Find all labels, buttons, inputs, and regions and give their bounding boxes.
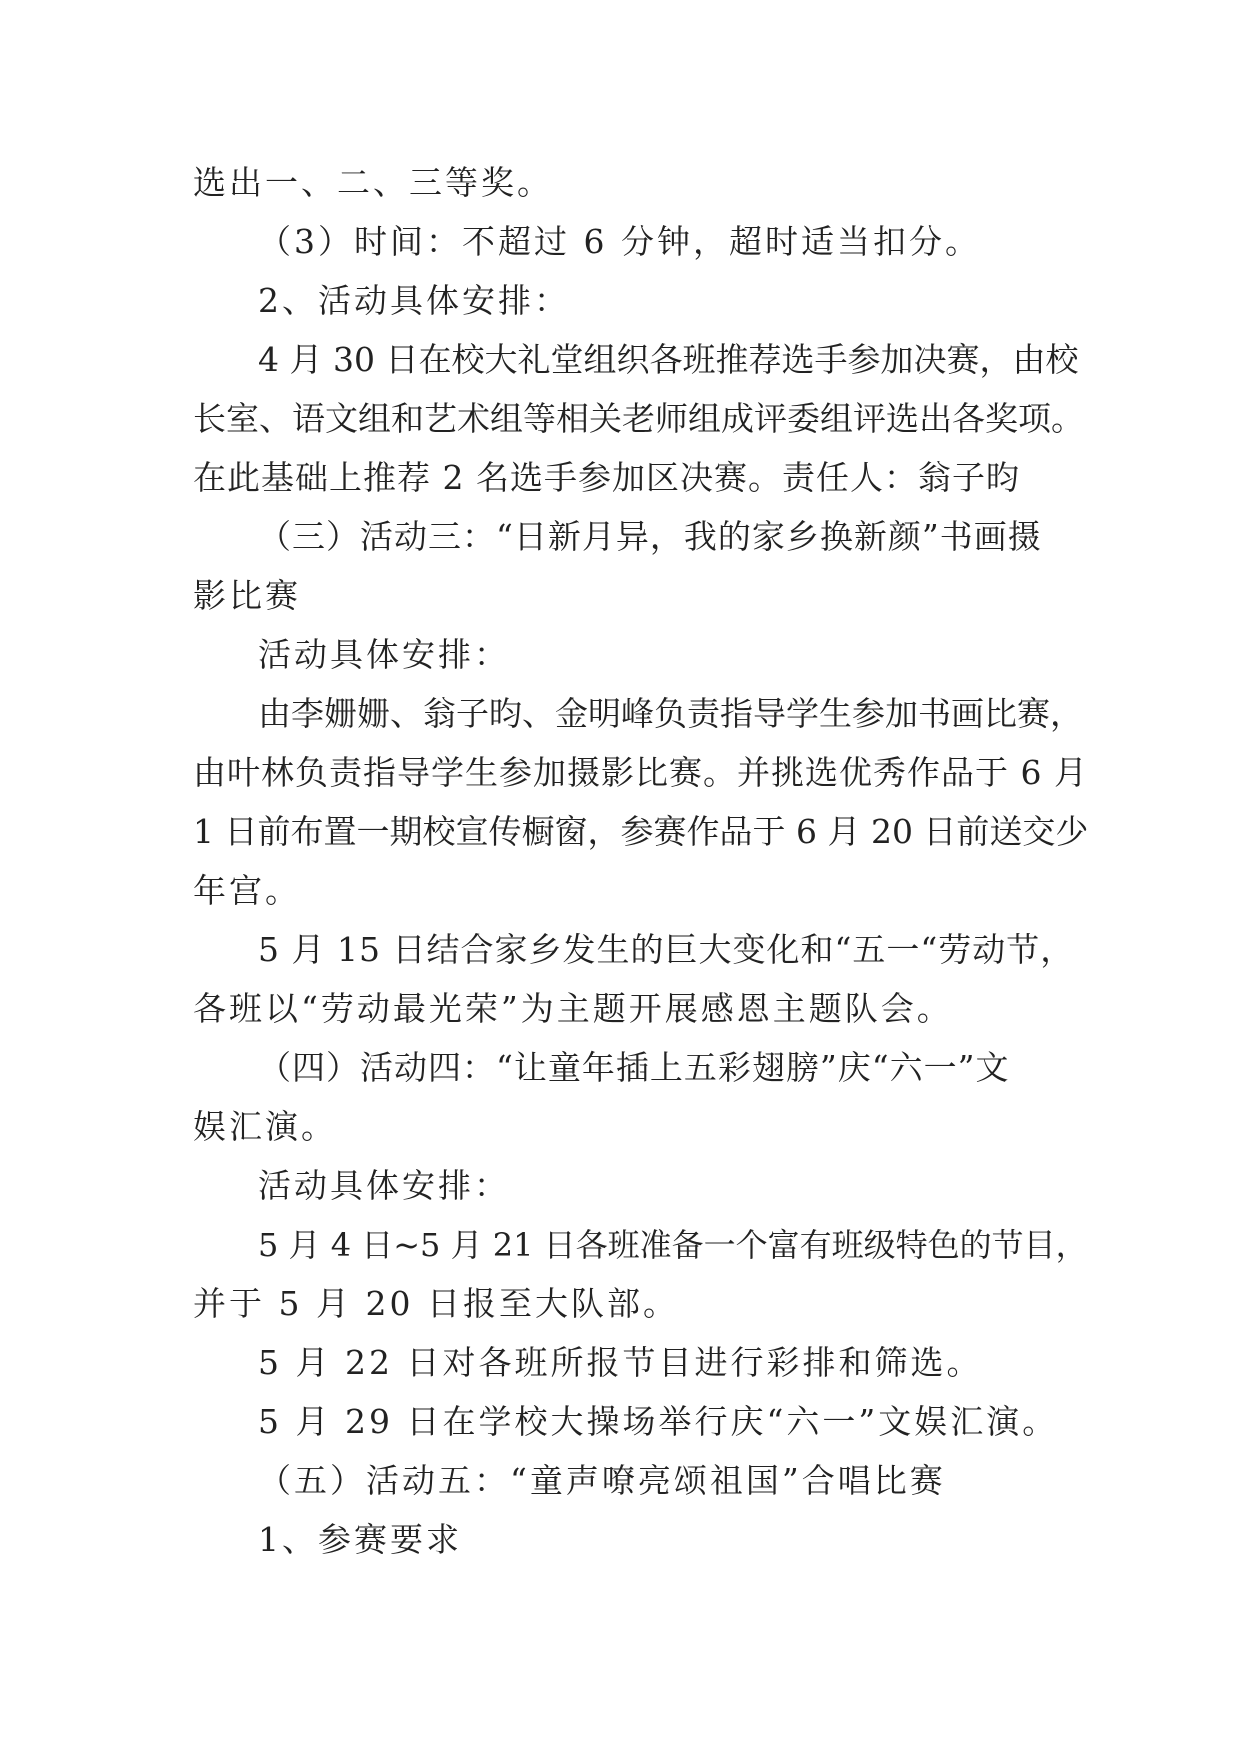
text-line: 4 月 30 日在校大礼堂组织各班推荐选手参加决赛，由校 <box>258 340 1079 379</box>
text-line: 2、活动具体安排： <box>258 281 570 320</box>
text-line: 长室、语文组和艺术组等相关老师组成评委组评选出各奖项。 <box>193 399 1084 438</box>
text-line: 5 月 29 日在学校大操场举行庆“六一”文娱汇演。 <box>258 1402 1059 1441</box>
text-line: 5 月 4 日~5 月 21 日各班准备一个富有班级特色的节目， <box>258 1226 1088 1264</box>
text-line: 由叶林负责指导学生参加摄影比赛。并挑选优秀作品于 6 月 <box>193 753 1088 792</box>
text-line: （3）时间：不超过 6 分钟，超时适当扣分。 <box>258 222 981 261</box>
text-line: 年宫。 <box>193 871 301 910</box>
text-line: 由李姗姗、翁子昀、金明峰负责指导学生参加书画比赛， <box>258 694 1083 733</box>
section-heading: （四）活动四：“让童年插上五彩翅膀”庆“六一”文 <box>258 1048 1010 1087</box>
text-line: 在此基础上推荐 2 名选手参加区决赛。责任人：翁子昀 <box>193 458 1020 497</box>
text-line: 活动具体安排： <box>258 1166 510 1205</box>
text-line: 5 月 22 日对各班所报节目进行彩排和筛选。 <box>258 1343 983 1382</box>
text-line: 并于 5 月 20 日报至大队部。 <box>193 1284 679 1323</box>
text-line: 各班以“劳动最光荣”为主题开展感恩主题队会。 <box>193 989 953 1028</box>
text-line: 5 月 15 日结合家乡发生的巨大变化和“五一“劳动节， <box>258 930 1075 969</box>
text-line: 1、参赛要求 <box>258 1520 462 1559</box>
section-heading-cont: 娱汇演。 <box>193 1107 337 1146</box>
text-line: 1 日前布置一期校宣传橱窗，参赛作品于 6 月 20 日前送交少 <box>193 812 1089 851</box>
text-line: 活动具体安排： <box>258 635 510 674</box>
section-heading: （五）活动五：“童声嘹亮颂祖国”合唱比赛 <box>258 1461 946 1500</box>
text-line: 选出一、二、三等奖。 <box>193 163 553 202</box>
section-heading: （三）活动三：“日新月异，我的家乡换新颜”书画摄 <box>258 517 1042 556</box>
section-heading-cont: 影比赛 <box>193 576 301 615</box>
